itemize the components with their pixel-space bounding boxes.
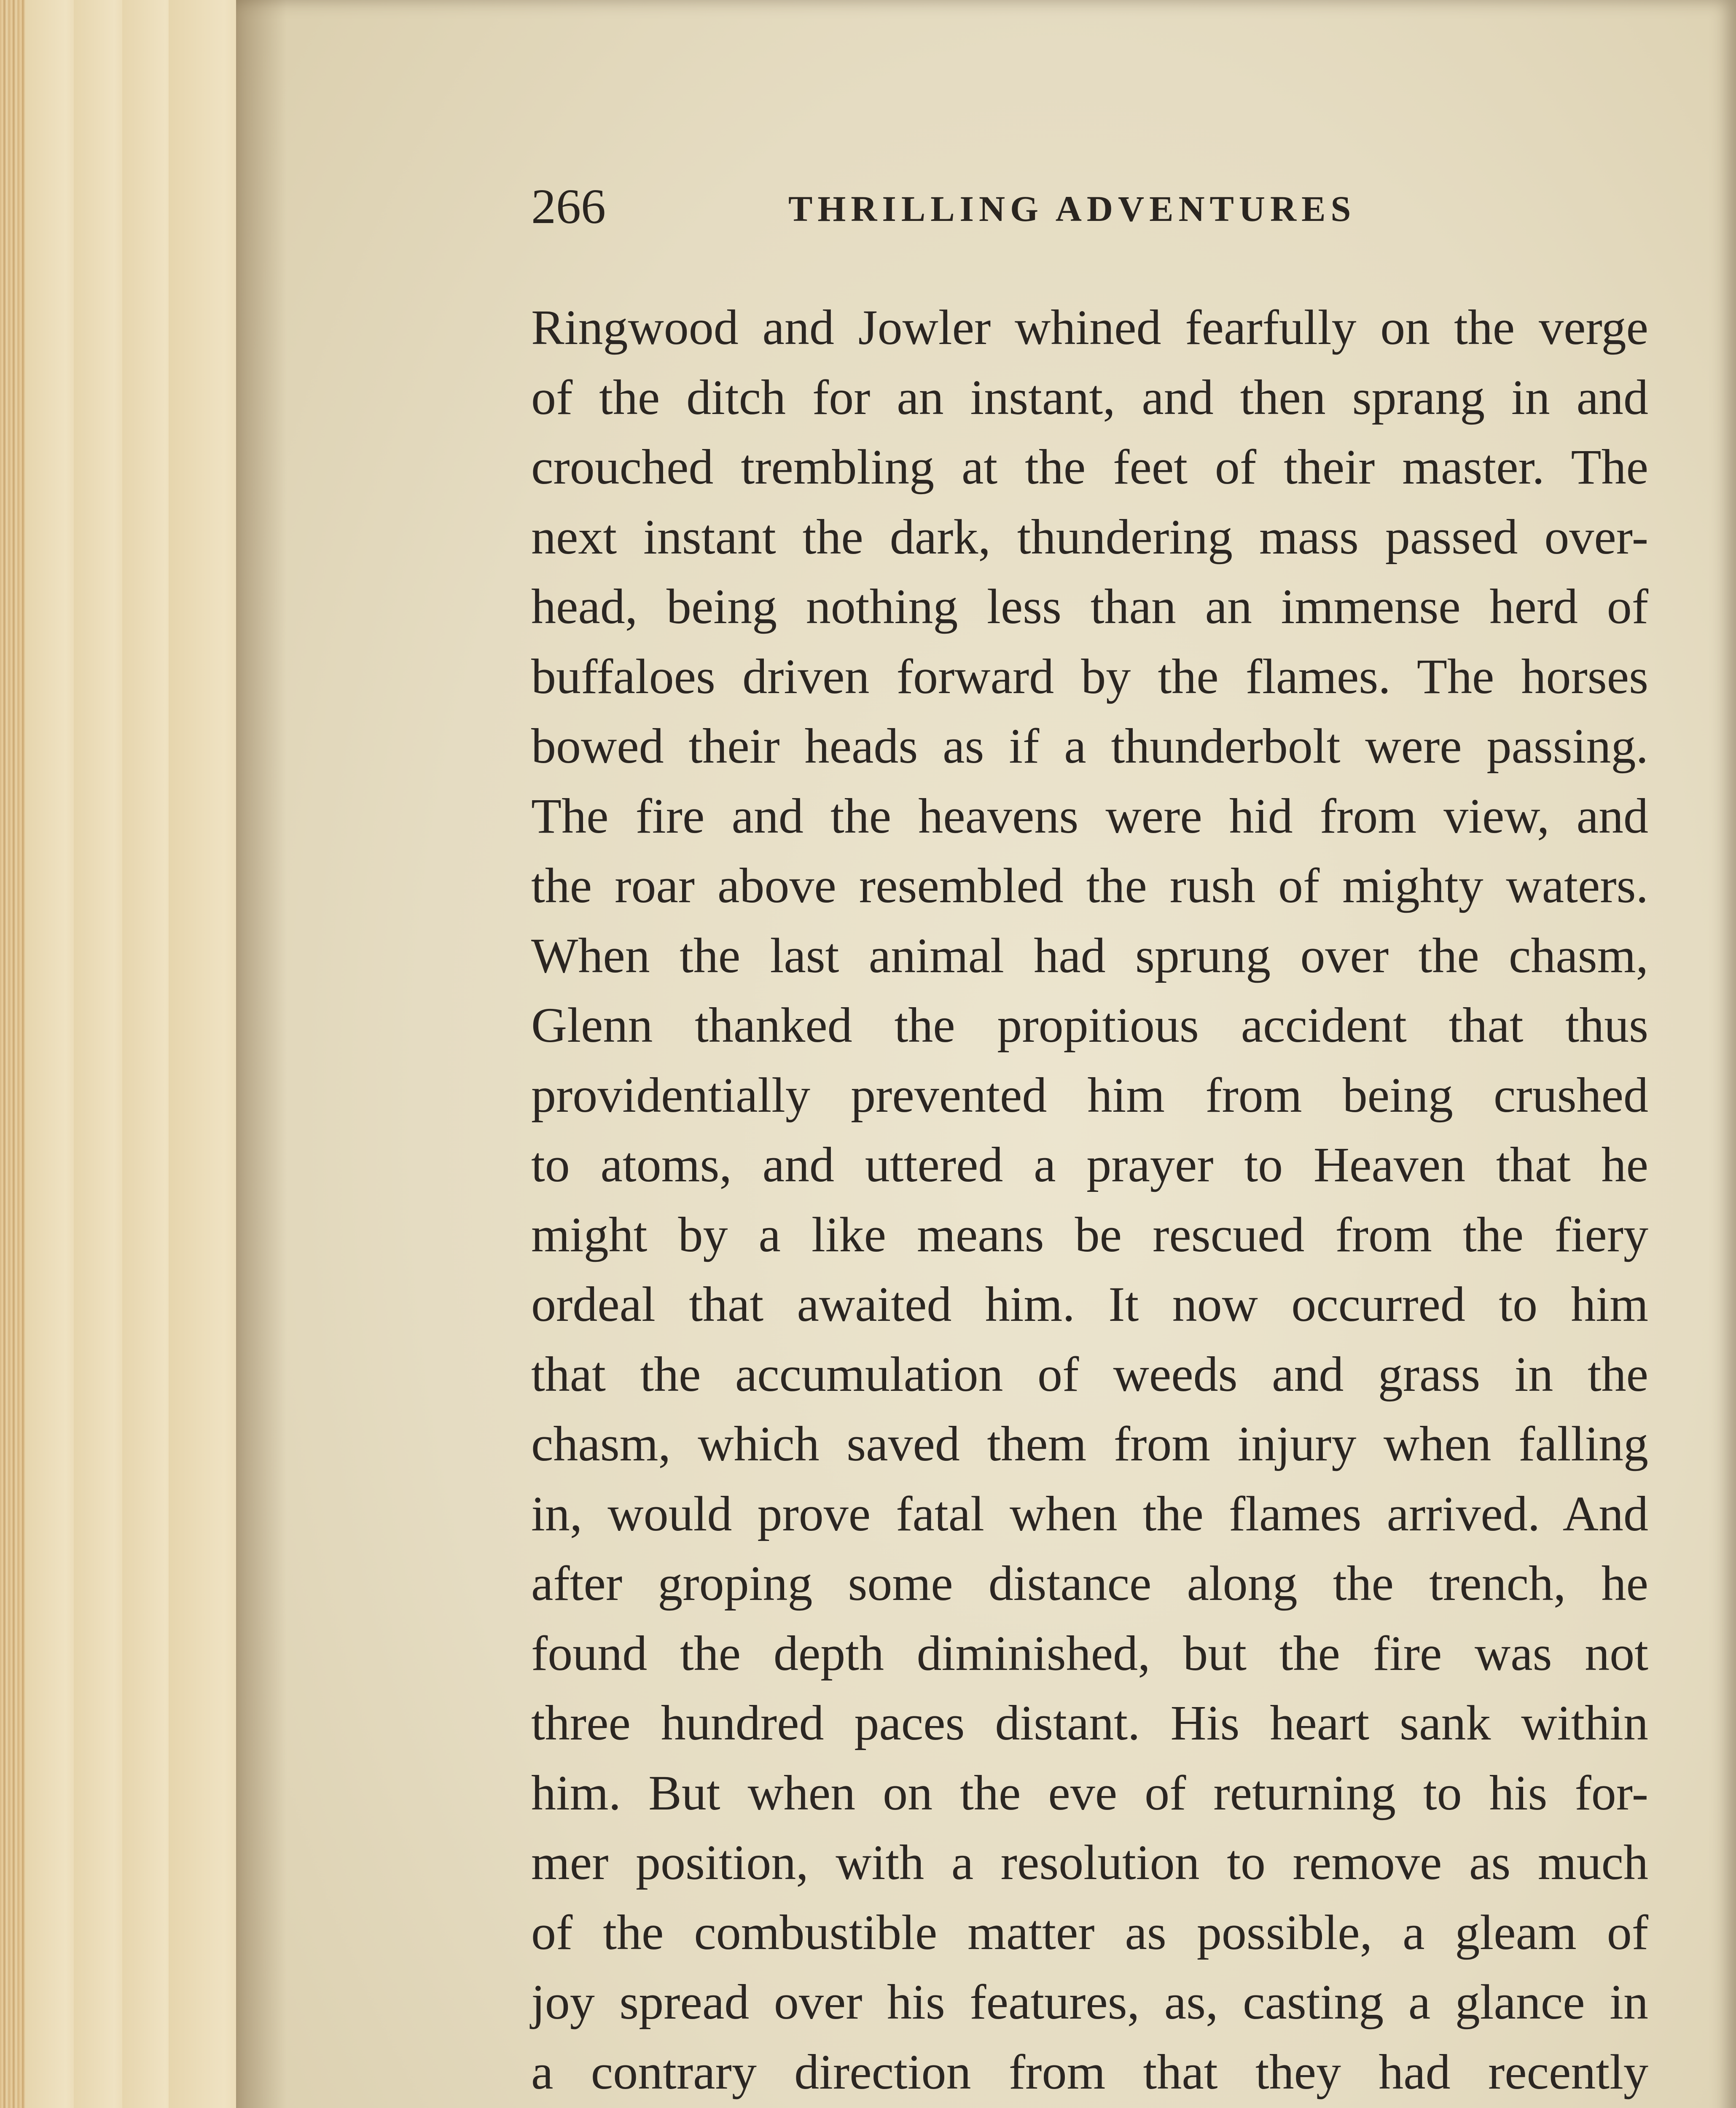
text-line: ordeal that awaited him. It now occurred to him bbox=[531, 1277, 1648, 1332]
text-line: Ringwood and Jowler whined fearfully on the verge bbox=[531, 300, 1648, 355]
book-page-edges bbox=[0, 0, 261, 2108]
text-line: bowed their heads as if a thunderbolt were passing. bbox=[531, 718, 1648, 774]
text-line: Glenn thanked the propitious accident that thus bbox=[531, 998, 1648, 1053]
text-line: a contrary direction from that they had recently bbox=[531, 2044, 1648, 2100]
gutter-shadow bbox=[236, 0, 287, 2108]
text-line: buffaloes driven forward by the flames. The horses bbox=[531, 648, 1648, 704]
text-line: chasm, which saved them from injury when falling bbox=[531, 1416, 1648, 1471]
text-line: of the ditch for an instant, and then sprang in and bbox=[531, 369, 1648, 425]
text-line: found the depth diminished, but the fire was not bbox=[531, 1625, 1648, 1681]
text-line: mer position, with a resolution to remove as much bbox=[531, 1835, 1648, 1890]
text-line: of the combustible matter as possible, a gleam of bbox=[531, 1904, 1648, 1960]
text-line: joy spread over his features, as, casting a glance in bbox=[531, 1974, 1648, 2030]
page-number: 266 bbox=[531, 179, 606, 234]
text-line: might by a like means be rescued from the fiery bbox=[531, 1207, 1648, 1262]
text-line: after groping some distance along the trench, he bbox=[531, 1556, 1648, 1611]
body-text bbox=[531, 293, 1648, 2108]
text-line: The fire and the heavens were hid from view, and bbox=[531, 788, 1648, 844]
text-line: the roar above resembled the rush of mighty waters. bbox=[531, 858, 1648, 913]
text-line: him. But when on the eve of returning to his for- bbox=[531, 1765, 1648, 1820]
text-line: to atoms, and uttered a prayer to Heaven that he bbox=[531, 1137, 1648, 1192]
text-line: that the accumulation of weeds and grass in the bbox=[531, 1346, 1648, 1402]
running-head: THRILLING ADVENTURES bbox=[788, 188, 1356, 229]
book-page bbox=[236, 0, 1736, 2108]
text-line: in, would prove fatal when the flames arrived. And bbox=[531, 1486, 1648, 1541]
text-line: crouched trembling at the feet of their master. The bbox=[531, 439, 1648, 495]
text-line: next instant the dark, thundering mass passed over- bbox=[531, 509, 1648, 565]
text-line: providentially prevented him from being crushed bbox=[531, 1067, 1648, 1123]
text-line: head, being nothing less than an immense herd of bbox=[531, 579, 1648, 634]
page-header bbox=[531, 177, 1459, 236]
text-line: three hundred paces distant. His heart sank within bbox=[531, 1695, 1648, 1750]
text-line: When the last animal had sprung over the chasm, bbox=[531, 928, 1648, 983]
